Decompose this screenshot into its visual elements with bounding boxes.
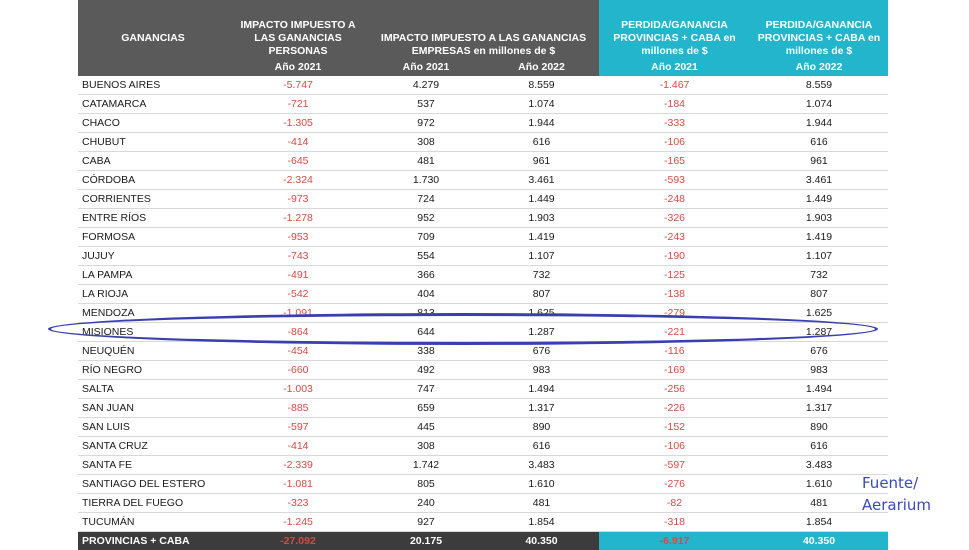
cell-perdida-2021: -326 [599,209,750,228]
cell-perdida-2022: 983 [750,361,888,380]
cell-perdida-2022: 807 [750,285,888,304]
cell-empresas-2022: 983 [484,361,599,380]
table-row [78,456,888,475]
total-cell-empresas-2022: 40.350 [484,532,599,550]
cell-personas-2021: -414 [228,437,368,456]
cell-perdida-2021: -165 [599,152,750,171]
cell-empresas-2022: 1.107 [484,247,599,266]
cell-empresas-2022: 1.610 [484,475,599,494]
cell-empresas-2021: 952 [368,209,484,228]
cell-perdida-2022: 616 [750,437,888,456]
header-provincia: GANANCIAS [78,0,228,76]
cell-personas-2021: -1.245 [228,513,368,532]
cell-perdida-2021: -169 [599,361,750,380]
cell-provincia: RÍO NEGRO [78,361,228,380]
cell-perdida-2021: -226 [599,399,750,418]
cell-personas-2021: -2.339 [228,456,368,475]
cell-empresas-2022: 1.419 [484,228,599,247]
cell-personas-2021: -1.081 [228,475,368,494]
table-row [78,494,888,513]
cell-empresas-2021: 813 [368,304,484,323]
cell-empresas-2021: 308 [368,133,484,152]
header-row [78,0,888,58]
cell-perdida-2021: -190 [599,247,750,266]
cell-empresas-2021: 554 [368,247,484,266]
cell-empresas-2022: 1.074 [484,95,599,114]
cell-empresas-2022: 8.559 [484,76,599,95]
cell-perdida-2022: 3.461 [750,171,888,190]
cell-perdida-2021: -333 [599,114,750,133]
cell-empresas-2021: 537 [368,95,484,114]
cell-empresas-2021: 481 [368,152,484,171]
cell-perdida-2022: 1.625 [750,304,888,323]
cell-perdida-2021: -597 [599,456,750,475]
cell-perdida-2022: 1.107 [750,247,888,266]
table-row [78,133,888,152]
cell-personas-2021: -645 [228,152,368,171]
cell-empresas-2021: 927 [368,513,484,532]
cell-provincia: CHACO [78,114,228,133]
cell-empresas-2022: 732 [484,266,599,285]
cell-provincia: LA RIOJA [78,285,228,304]
cell-personas-2021: -1.003 [228,380,368,399]
table-row [78,513,888,532]
cell-perdida-2021: -593 [599,171,750,190]
cell-personas-2021: -491 [228,266,368,285]
table-row [78,361,888,380]
cell-personas-2021: -597 [228,418,368,437]
cell-empresas-2021: 404 [368,285,484,304]
cell-personas-2021: -323 [228,494,368,513]
cell-provincia: MENDOZA [78,304,228,323]
cell-provincia: CABA [78,152,228,171]
cell-empresas-2021: 1.730 [368,171,484,190]
cell-perdida-2021: -256 [599,380,750,399]
cell-perdida-2022: 1.903 [750,209,888,228]
table-row [78,228,888,247]
cell-personas-2021: -660 [228,361,368,380]
table-row [78,418,888,437]
total-row [78,532,888,550]
cell-personas-2021: -1.305 [228,114,368,133]
cell-provincia: SAN LUIS [78,418,228,437]
cell-perdida-2021: -1.467 [599,76,750,95]
cell-perdida-2022: 1.287 [750,323,888,342]
cell-provincia: CORRIENTES [78,190,228,209]
cell-personas-2021: -454 [228,342,368,361]
cell-empresas-2022: 961 [484,152,599,171]
cell-empresas-2021: 724 [368,190,484,209]
cell-perdida-2021: -243 [599,228,750,247]
cell-perdida-2022: 616 [750,133,888,152]
table-row [78,304,888,323]
cell-provincia: SANTIAGO DEL ESTERO [78,475,228,494]
cell-empresas-2022: 481 [484,494,599,513]
cell-perdida-2022: 1.854 [750,513,888,532]
cell-perdida-2021: -106 [599,133,750,152]
cell-perdida-2022: 1.610 [750,475,888,494]
table-row [78,209,888,228]
table-body [78,76,888,550]
cell-empresas-2021: 805 [368,475,484,494]
cell-provincia: BUENOS AIRES [78,76,228,95]
header-personas: IMPACTO IMPUESTO A LAS GANANCIAS PERSONAS [228,0,368,58]
cell-perdida-2021: -221 [599,323,750,342]
year-empresas-2022: Año 2022 [484,58,599,76]
cell-provincia: SAN JUAN [78,399,228,418]
cell-perdida-2022: 1.419 [750,228,888,247]
cell-empresas-2021: 1.742 [368,456,484,475]
cell-empresas-2022: 890 [484,418,599,437]
cell-empresas-2021: 644 [368,323,484,342]
ganancias-table-container [78,0,888,550]
source-name: Aerarium [862,496,932,514]
cell-perdida-2022: 1.074 [750,95,888,114]
total-cell-perdida-2021: -6.917 [599,532,750,550]
cell-empresas-2022: 676 [484,342,599,361]
cell-perdida-2022: 481 [750,494,888,513]
table-row [78,323,888,342]
cell-provincia: SANTA FE [78,456,228,475]
table-row [78,342,888,361]
cell-perdida-2022: 1.944 [750,114,888,133]
cell-perdida-2021: -318 [599,513,750,532]
cell-empresas-2022: 616 [484,437,599,456]
cell-empresas-2021: 240 [368,494,484,513]
cell-empresas-2022: 807 [484,285,599,304]
cell-perdida-2021: -279 [599,304,750,323]
header-perdida-2021: PERDIDA/GANANCIA PROVINCIAS + CABA en millones de $ [599,0,750,58]
table-row [78,437,888,456]
table-row [78,152,888,171]
year-perdida-2021: Año 2021 [599,58,750,76]
cell-personas-2021: -2.324 [228,171,368,190]
cell-perdida-2022: 1.317 [750,399,888,418]
cell-perdida-2021: -116 [599,342,750,361]
cell-provincia: ENTRE RÍOS [78,209,228,228]
cell-personas-2021: -864 [228,323,368,342]
cell-empresas-2022: 3.483 [484,456,599,475]
cell-personas-2021: -1.091 [228,304,368,323]
cell-empresas-2021: 4.279 [368,76,484,95]
cell-provincia: MISIONES [78,323,228,342]
cell-perdida-2022: 961 [750,152,888,171]
cell-empresas-2022: 1.903 [484,209,599,228]
cell-provincia: SANTA CRUZ [78,437,228,456]
cell-provincia: CATAMARCA [78,95,228,114]
cell-empresas-2021: 659 [368,399,484,418]
cell-empresas-2021: 338 [368,342,484,361]
table-row [78,247,888,266]
cell-provincia: JUJUY [78,247,228,266]
cell-personas-2021: -1.278 [228,209,368,228]
total-cell-empresas-2021: 20.175 [368,532,484,550]
table-row [78,171,888,190]
cell-empresas-2022: 1.287 [484,323,599,342]
cell-empresas-2022: 1.449 [484,190,599,209]
header-perdida-2022: PERDIDA/GANANCIA PROVINCIAS + CABA en millones de $ [750,0,888,58]
cell-provincia: CÓRDOBA [78,171,228,190]
cell-empresas-2022: 3.461 [484,171,599,190]
table-row [78,190,888,209]
source-label: Fuente/ [862,474,919,492]
cell-perdida-2021: -125 [599,266,750,285]
cell-empresas-2022: 1.944 [484,114,599,133]
cell-empresas-2022: 1.854 [484,513,599,532]
total-cell-provincia: PROVINCIAS + CABA [78,532,228,550]
ganancias-table [78,0,888,550]
cell-empresas-2022: 1.317 [484,399,599,418]
cell-perdida-2022: 3.483 [750,456,888,475]
cell-personas-2021: -721 [228,95,368,114]
cell-provincia: NEUQUÉN [78,342,228,361]
cell-perdida-2021: -138 [599,285,750,304]
cell-provincia: TUCUMÁN [78,513,228,532]
cell-provincia: CHUBUT [78,133,228,152]
source-note [862,472,931,516]
year-perdida-2022: Año 2022 [750,58,888,76]
cell-perdida-2021: -82 [599,494,750,513]
cell-perdida-2021: -248 [599,190,750,209]
total-cell-personas-2021: -27.092 [228,532,368,550]
cell-empresas-2021: 972 [368,114,484,133]
total-cell-perdida-2022: 40.350 [750,532,888,550]
cell-perdida-2021: -152 [599,418,750,437]
cell-perdida-2021: -106 [599,437,750,456]
cell-personas-2021: -885 [228,399,368,418]
cell-empresas-2022: 1.494 [484,380,599,399]
cell-empresas-2021: 747 [368,380,484,399]
cell-perdida-2022: 732 [750,266,888,285]
cell-empresas-2021: 308 [368,437,484,456]
table-row [78,380,888,399]
cell-provincia: TIERRA DEL FUEGO [78,494,228,513]
cell-perdida-2022: 1.494 [750,380,888,399]
cell-perdida-2021: -276 [599,475,750,494]
cell-personas-2021: -5.747 [228,76,368,95]
table-row [78,95,888,114]
cell-personas-2021: -743 [228,247,368,266]
table-row [78,76,888,95]
cell-perdida-2022: 676 [750,342,888,361]
header-empresas: IMPACTO IMPUESTO A LAS GANANCIAS EMPRESAS en millones de $ [368,0,599,58]
cell-personas-2021: -973 [228,190,368,209]
cell-perdida-2022: 8.559 [750,76,888,95]
cell-perdida-2021: -184 [599,95,750,114]
year-personas-2021: Año 2021 [228,58,368,76]
cell-provincia: LA PAMPA [78,266,228,285]
cell-provincia: SALTA [78,380,228,399]
cell-empresas-2021: 366 [368,266,484,285]
table-row [78,114,888,133]
cell-empresas-2022: 1.625 [484,304,599,323]
cell-personas-2021: -542 [228,285,368,304]
cell-personas-2021: -414 [228,133,368,152]
cell-empresas-2021: 709 [368,228,484,247]
cell-perdida-2022: 1.449 [750,190,888,209]
table-row [78,399,888,418]
table-row [78,266,888,285]
cell-provincia: FORMOSA [78,228,228,247]
cell-empresas-2022: 616 [484,133,599,152]
cell-empresas-2021: 445 [368,418,484,437]
table-row [78,285,888,304]
cell-empresas-2021: 492 [368,361,484,380]
table-row [78,475,888,494]
cell-personas-2021: -953 [228,228,368,247]
cell-perdida-2022: 890 [750,418,888,437]
year-empresas-2021: Año 2021 [368,58,484,76]
